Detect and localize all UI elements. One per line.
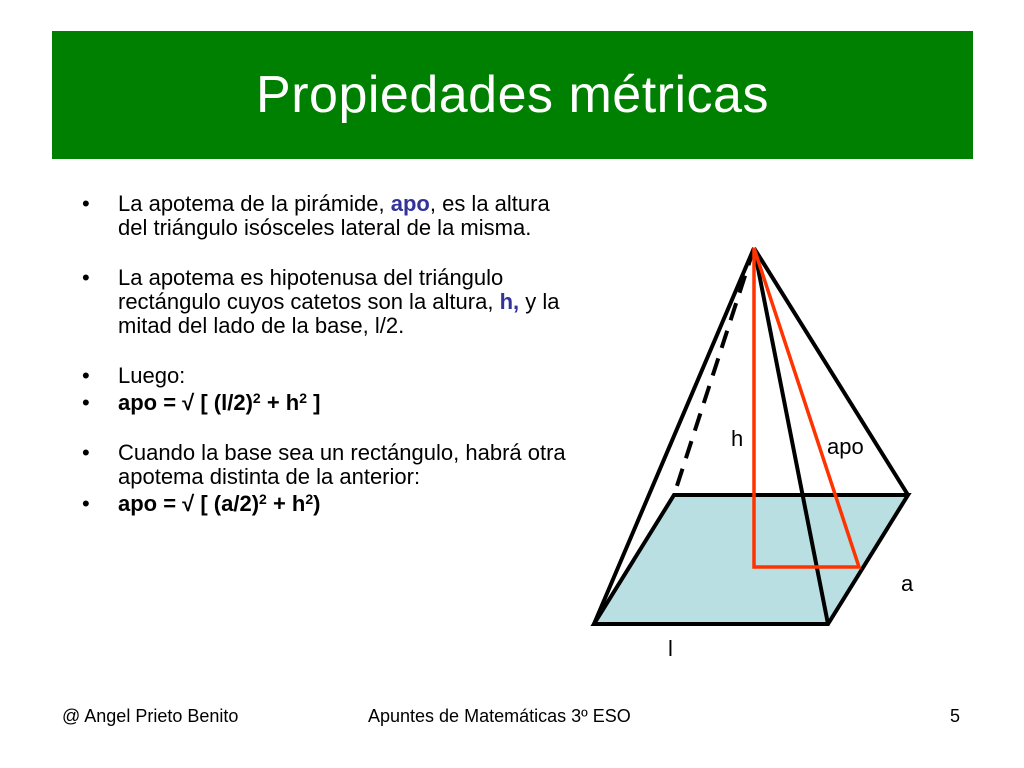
bullet-text: , es la altura del triángulo isósceles lateral de la misma. bbox=[118, 191, 550, 240]
label-a: a bbox=[901, 571, 914, 596]
formula-1: apo = √ [ $(l/2)^2 + h^2$ ] bbox=[118, 390, 321, 415]
bullet-text: Luego: bbox=[118, 363, 186, 388]
h-highlight: h, bbox=[499, 289, 520, 314]
pyramid-diagram bbox=[580, 235, 920, 665]
bullet-luego bbox=[80, 364, 580, 388]
label-h: h bbox=[731, 426, 744, 451]
bullet-text: Cuando la base sea un rectángulo, habrá otra apotema distinta de la anterior: bbox=[118, 440, 566, 489]
slide-title: Propiedades métricas bbox=[256, 66, 769, 124]
footer-author: @ Angel Prieto Benito bbox=[62, 706, 239, 726]
bullet-formula-2 bbox=[80, 492, 580, 516]
formula-2: apo = √ [ $(a/2)^2 + h^2$) bbox=[118, 491, 321, 516]
title-bar bbox=[52, 31, 973, 159]
footer-page-number: 5 bbox=[950, 706, 961, 726]
hidden-edge bbox=[674, 248, 754, 495]
bullet-text: La apotema es hipotenusa del triángulo rectángulo cuyos catetos son la altura, bbox=[118, 265, 504, 314]
bullet-dot: • bbox=[82, 390, 90, 415]
label-apo: apo bbox=[827, 434, 864, 459]
bullet-list bbox=[80, 192, 580, 516]
bullet-dot: • bbox=[82, 191, 90, 216]
bullet-dot: • bbox=[82, 440, 90, 465]
bullet-formula-1 bbox=[80, 391, 580, 415]
bullet-hipotenusa bbox=[80, 266, 580, 338]
bullet-rectangulo bbox=[80, 441, 580, 489]
bullet-text: La apotema de la pirámide, bbox=[118, 191, 391, 216]
bullet-dot: • bbox=[82, 491, 90, 516]
footer-course: Apuntes de Matemáticas 3º ESO bbox=[368, 706, 631, 726]
pyramid-figure bbox=[580, 235, 920, 665]
bullet-dot: • bbox=[82, 265, 90, 290]
label-l: l bbox=[668, 636, 673, 661]
apo-highlight: apo bbox=[390, 191, 430, 216]
bullet-text: y la mitad del lado de la base, l/2. bbox=[118, 289, 560, 338]
bullet-dot: • bbox=[82, 363, 90, 388]
bullet-apotema-definition bbox=[80, 192, 580, 240]
